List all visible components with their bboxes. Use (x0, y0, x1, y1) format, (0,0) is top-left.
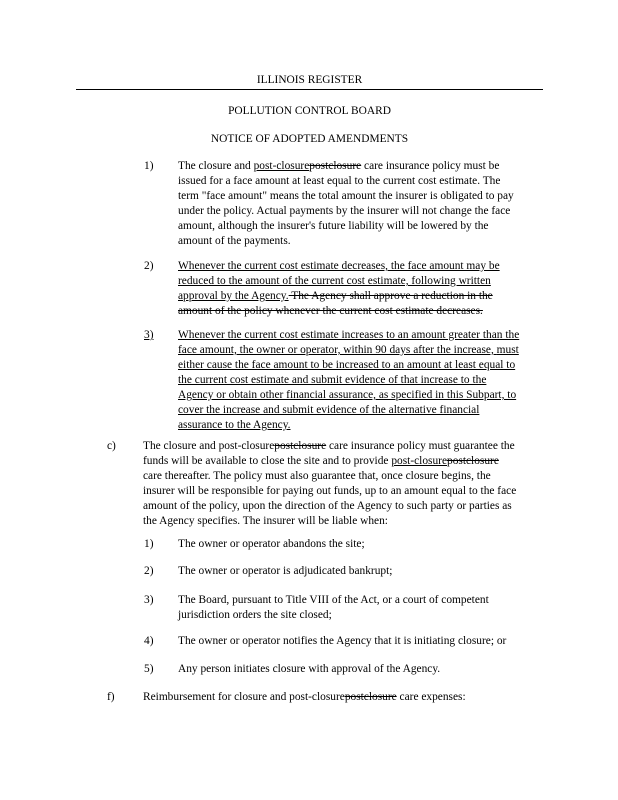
inserted-text: post-closure (253, 160, 310, 172)
deleted-text: postclosure (309, 160, 362, 172)
deleted-line: amount of the policy whenever the current cost estimate decreases. (178, 305, 483, 317)
deleted-text: postclosure (274, 440, 327, 452)
line: The Board, pursuant to Title VIII of the Act, or a court of competent (178, 594, 489, 606)
inserted-text: post-closure (391, 455, 448, 467)
text: care insurance policy must be (361, 160, 500, 172)
header-rule (76, 89, 543, 90)
sub-3-label: 3) (144, 594, 154, 606)
item-2-paragraph (178, 259, 500, 319)
inserted-line: the current cost estimate and submit evidence of that increase to the (178, 374, 487, 386)
item-2-label: 2) (144, 260, 154, 272)
deleted-text: postclosure (344, 691, 397, 703)
deleted-text: The Agency shall approve a reduction in the (288, 290, 493, 302)
text: The closure and post-closure (143, 440, 275, 452)
item-3-label: 3) (144, 329, 154, 341)
line: the Agency specifies. The insurer will be liable when: (143, 515, 388, 527)
line: issued for a face amount at least equal to the current cost estimate. The (178, 175, 501, 187)
item-3-paragraph (178, 328, 519, 433)
item-c-paragraph (143, 439, 516, 529)
sub-4-label: 4) (144, 635, 154, 647)
line: insurer will be responsible for paying out funds, up to an amount equal to the face (143, 485, 517, 497)
line: The owner or operator is adjudicated bankrupt; (178, 565, 393, 577)
text: care expenses: (396, 691, 466, 703)
deleted-text: postclosure (447, 455, 499, 467)
board-title: POLLUTION CONTROL BOARD (228, 105, 391, 117)
sub-3-text (178, 593, 489, 623)
inserted-line: reduced to the amount of the current cost estimate, following written (178, 275, 491, 287)
inserted-text: face amount, the owner or operator, within 90 days after the increase, (178, 344, 497, 356)
line: amount of the policy, upon the direction of the Agency to such party or parties as (143, 500, 512, 512)
text: Reimbursement for closure and post-closure (143, 691, 345, 703)
line: amount of the payments. (178, 235, 291, 247)
line: amount, although the insurer's future liability will be lowered by the (178, 220, 489, 232)
inserted-line: assurance to the Agency. (178, 419, 291, 431)
sub-1-text (178, 537, 365, 552)
line: care thereafter. The policy must also guarantee that, once closure begins, the (143, 470, 491, 482)
text: funds will be available to close the site and to provide (143, 455, 392, 467)
line: term "face amount" means the total amount the insurer is obligated to pay (178, 190, 514, 202)
line: The owner or operator abandons the site; (178, 538, 365, 550)
item-f-label: f) (107, 691, 115, 703)
sub-2-text (178, 564, 392, 579)
line: jurisdiction orders the site closed; (178, 609, 332, 621)
inserted-line: Agency or obtain other financial assurance, as specified in this Subpart, to (178, 389, 517, 401)
inserted-line: Whenever the current cost estimate increases to an amount greater than the (178, 329, 520, 341)
item-f-paragraph (143, 690, 466, 705)
inserted-line: either cause the face amount to be increased to an amount at least equal to (178, 359, 516, 371)
text: care insurance policy must guarantee the (326, 440, 515, 452)
sub-2-label: 2) (144, 565, 154, 577)
inserted-line: Whenever the current cost estimate decreases, the face amount may be (178, 260, 500, 272)
line: Any person initiates closure with approval of the Agency. (178, 663, 441, 675)
line: under the policy. Actual payments by the insurer will not change the face (178, 205, 511, 217)
sub-5-label: 5) (144, 663, 154, 675)
item-c-label: c) (107, 440, 116, 452)
sub-5-text (178, 662, 440, 677)
sub-1-label: 1) (144, 538, 154, 550)
notice-title: NOTICE OF ADOPTED AMENDMENTS (210, 133, 409, 145)
sub-4-text (178, 634, 506, 649)
inserted-text: approval by the Agency. (178, 290, 289, 302)
item-1-paragraph (178, 159, 514, 249)
register-title: ILLINOIS REGISTER (256, 74, 363, 86)
line: The owner or operator notifies the Agency that it is initiating closure; or (178, 635, 507, 647)
inserted-text: must (496, 344, 519, 356)
inserted-line: cover the increase and submit evidence of the alternative financial (178, 404, 480, 416)
text: The closure and (178, 160, 254, 172)
item-1-label: 1) (144, 160, 154, 172)
